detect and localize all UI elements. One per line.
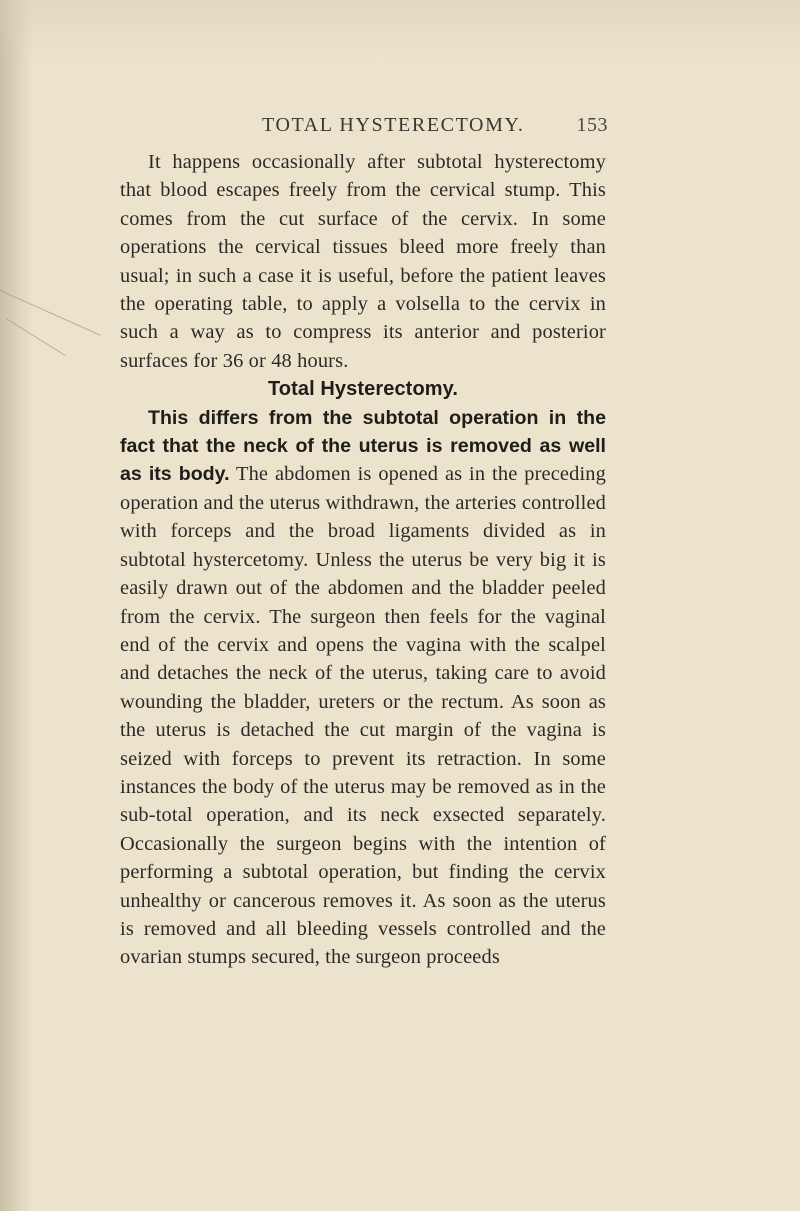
page-top-shadow	[0, 0, 800, 60]
page-gutter-shadow	[0, 0, 34, 1211]
body-text	[120, 148, 606, 972]
running-title: TOTAL HYSTERECTOMY.	[262, 114, 525, 136]
running-header	[120, 114, 608, 144]
section-heading: Total Hysterectomy.	[267, 378, 459, 401]
page-number: 153	[576, 114, 608, 136]
paragraph-text: The abdomen is opened as in the preceding operation and the uterus withdrawn, the arteries controlled with forceps and the broad ligaments divided as in subtotal hystercetomy. Unless the uterus be very big it is easily drawn out of the abdomen and the bladder peeled from the cervix. The surgeon then feels for the vaginal end of the cervix and opens the vagina with the scalpel and detaches the neck of the uterus, taking care to avoid wounding the bladder, ureters or the rectum. As soon as the uterus is detached the cut margin of the vagina is seized with forceps to prevent its retraction. In some instances the body of the uterus may be removed as in the sub-total operation, and its neck exsected separately. Occasionally the surgeon begins with the intention of performing a subtotal operation, but finding the cervix unhealthy or cancerous removes it. As soon as the uterus is removed and all bleeding vessels controlled and the ovarian stumps secured, the surgeon proceeds	[120, 463, 606, 969]
paragraph	[120, 404, 606, 972]
paragraph: It happens occasionally after subtotal hysterectomy that blood escapes freely from the cervical stump. This comes from the cut surface of the cervix. In some operations the cervical tissues bleed more freely than usual; in such a case it is useful, before the patient leaves the operating table, to apply a volsella to the cervix in such a way as to compress its anterior and posterior surfaces for 36 or 48 hours.	[120, 151, 606, 372]
paragraph-bold-lead: This differs from the subtotal operation in the fact that the neck of the uterus is removed as well as its body.	[120, 406, 606, 486]
